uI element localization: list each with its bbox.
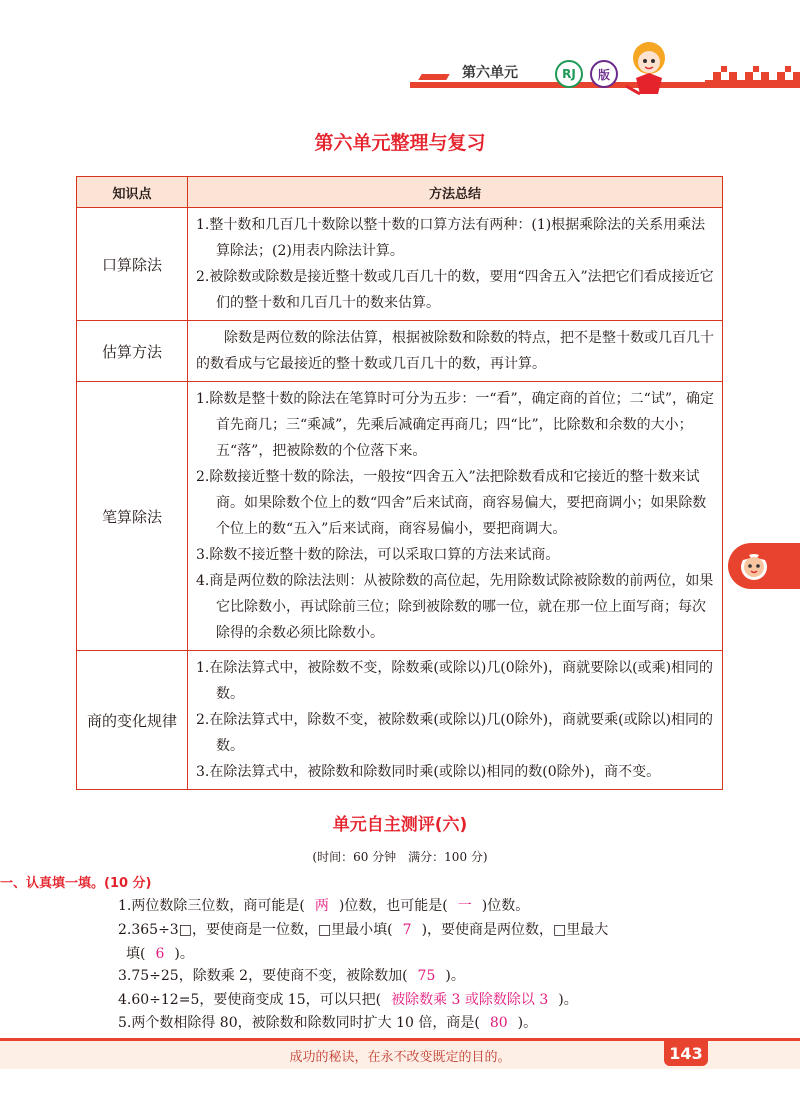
question-4: 4.60÷12=5，要使商变成 15，可以只把( 被除数乘 3 或除数除以 3 )。: [118, 992, 578, 1008]
checker-pattern-decoration: [705, 66, 800, 88]
header-summary: 方法总结: [188, 177, 723, 208]
table-row: [77, 382, 723, 651]
answer: 两: [314, 898, 329, 914]
summary-item: 4.商是两位数的除法法则：从被除数的高位起，先用除数试除被除数的前两位，如果它比除数小，再试除前三位；除到被除数的哪一位，就在那一位上面写商；每次除得的余数必须比除数小。: [196, 573, 714, 641]
summary-cell: [188, 382, 723, 651]
table-row: [77, 208, 723, 321]
page-number: 143: [664, 1040, 708, 1066]
answer: 80: [489, 1015, 508, 1031]
topic-cell: 商的变化规律: [77, 651, 188, 790]
table-row: [77, 651, 723, 790]
answer: 7: [402, 922, 412, 938]
section-heading: 一、认真填一填。(10 分): [0, 876, 152, 891]
summary-cell: [188, 208, 723, 321]
test-title: 单元自主测评(六): [332, 815, 468, 835]
topic-cell: 估算方法: [77, 321, 188, 382]
answer: 75: [417, 968, 436, 984]
summary-cell: [188, 321, 723, 382]
edition-badge-ban: 版: [590, 60, 618, 88]
summary-item: 1.除数是整十数的除法在笔算时可分为五步：一“看”，确定商的首位；二“试”，确定首先商几；三“乘减”，先乘后减确定再商几；四“比”，比除数和余数的大小；五“落”，把被除数的个位落下来。: [196, 391, 714, 459]
summary-item: 2.在除法算式中，除数不变，被除数乘(或除以)几(0除外)，商就要乘(或除以)相同的数。: [196, 712, 714, 754]
summary-item: 2.除数接近整十数的除法，一般按“四舍五入”法把除数看成和它接近的整十数来试商。如果除数个位上的数“四舍”后来试商，商容易偏大，要把商调小；如果除数个位上的数“五入”后来试商，商容易偏小，要把商调大。: [196, 469, 707, 537]
summary-item: 3.除数不接近整十数的除法，可以采取口算的方法来试商。: [196, 547, 560, 563]
summary-item: 1.整十数和几百几十数除以整十数的口算方法有两种：(1)根据乘除法的关系用乘法算除法；(2)用表内除法计算。: [196, 217, 706, 259]
review-table: [76, 176, 723, 790]
header-topic: 知识点: [77, 177, 188, 208]
table-row: [77, 321, 723, 382]
time-info: (时间：60 分钟 满分：100 分): [312, 850, 488, 864]
table-header-row: [77, 177, 723, 208]
question-1: 1.两位数除三位数，商可能是( 两 )位数，也可能是( 一 )位数。: [118, 898, 530, 914]
footer-motto: 成功的秘诀，在永不改变既定的目的。: [289, 1050, 511, 1065]
question-3: 3.75÷25，除数乘 2，要使商不变，被除数加( 75 )。: [118, 968, 465, 984]
answer: 一: [457, 898, 472, 914]
summary-item: 2.被除数或除数是接近整十数或几百几十的数，要用“四舍五入”法把它们看成接近它们的整十数和几百几十的数来估算。: [196, 269, 714, 311]
question-2: 2.365÷3□，要使商是一位数，□里最小填( 7 )，要使商是两位数，□里最大 填( 6 )。: [118, 922, 609, 962]
summary-item: 3.在除法算式中，被除数和除数同时乘(或除以)相同的数(0除外)，商不变。: [196, 764, 661, 780]
edition-badge-rj: RJ: [555, 60, 583, 88]
mascot-girl-icon: [618, 36, 680, 98]
answer: 被除数乘 3 或除数除以 3: [391, 992, 549, 1008]
summary-cell: [188, 651, 723, 790]
page-title: 第六单元整理与复习: [314, 132, 486, 154]
answer: 6: [155, 946, 165, 962]
unit-label: 第六单元: [462, 65, 518, 81]
topic-cell: 口算除法: [77, 208, 188, 321]
summary-paragraph: 除数是两位数的除法估算，根据被除数和除数的特点，把不是整十数或几百几十的数看成与它最接近的整十数或几百几十的数，再计算。: [196, 330, 714, 372]
question-5: 5.两个数相除得 80，被除数和除数同时扩大 10 倍，商是( 80 )。: [118, 1015, 538, 1031]
topic-cell: 笔算除法: [77, 382, 188, 651]
header-decoration: [418, 74, 449, 80]
summary-item: 1.在除法算式中，被除数不变，除数乘(或除以)几(0除外)，商就要除以(或乘)相同的数。: [196, 660, 714, 702]
fox-mascot-icon: [738, 550, 770, 582]
